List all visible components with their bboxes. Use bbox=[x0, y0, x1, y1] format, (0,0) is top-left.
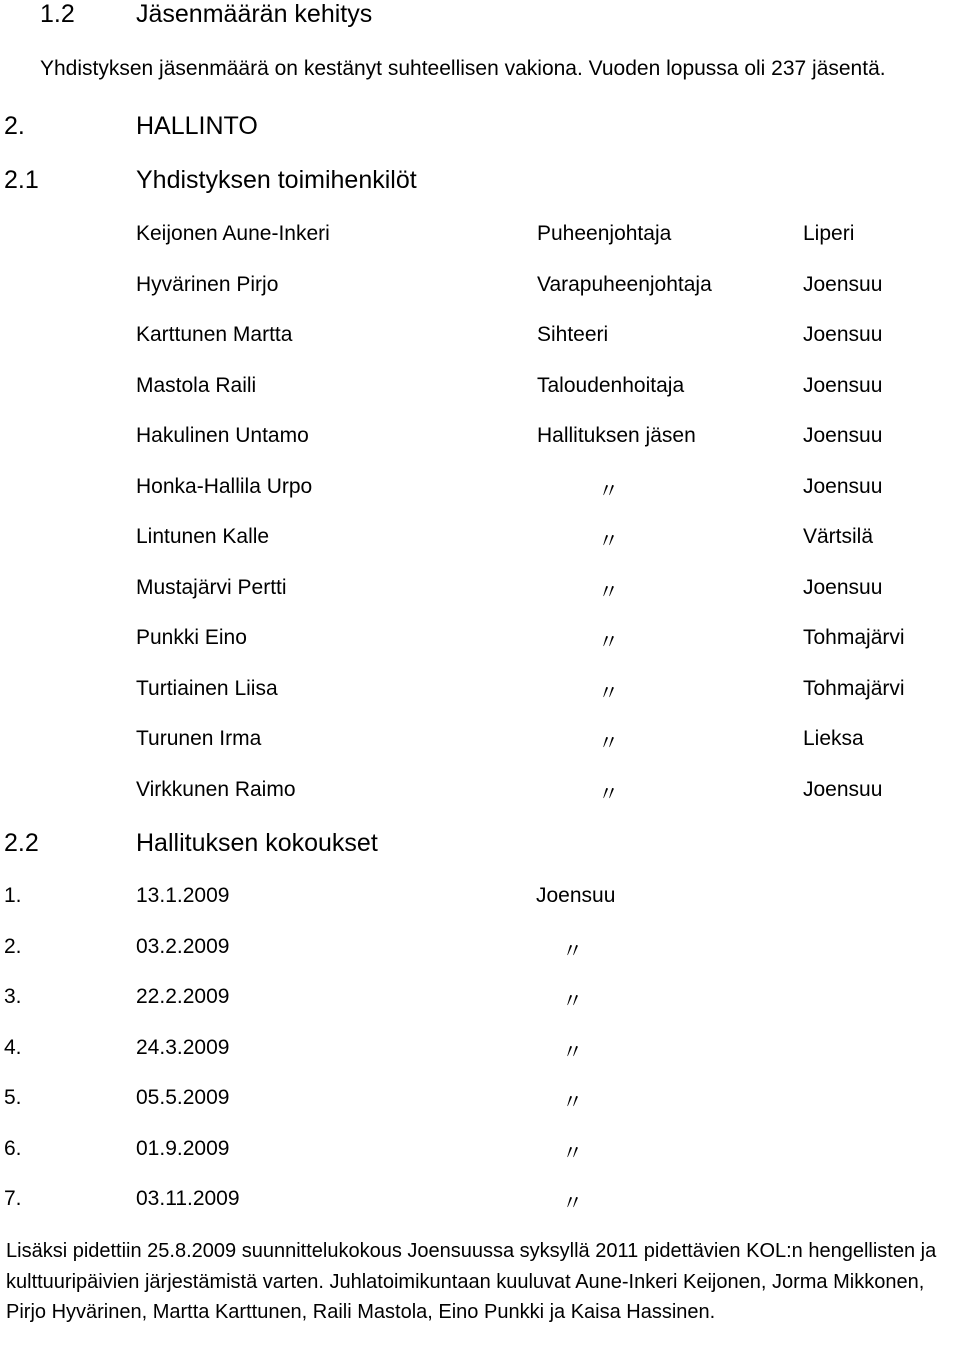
meeting-index: 4. bbox=[4, 1035, 22, 1059]
officer-place: Joensuu bbox=[803, 777, 883, 801]
officer-name: Karttunen Martta bbox=[136, 323, 293, 346]
meeting-index: 1. bbox=[4, 884, 22, 907]
meeting-index: 6. bbox=[4, 1136, 22, 1160]
officer-role: 〃 bbox=[598, 580, 619, 604]
officer-role: Puheenjohtaja bbox=[537, 222, 672, 245]
meeting-place: 〃 bbox=[562, 990, 583, 1013]
meeting-note: Lisäksi pidettiin 25.8.2009 suunnittelukokous Joensuussa syksyllä 2011 pidettävien KOL:n hengellisten ja kulttuuripäivien järjestämistä varten. Juhlatoimikuntaan kuuluvat Aune-Inkeri Keijonen, Jorma Mikkonen, Pirjo Hyvärinen, Martta Karttunen, Raili Mastola, Eino Punkki ja Kaisa Hassinen. bbox=[6, 1240, 937, 1323]
officer-role: Taloudenhoitaja bbox=[537, 373, 685, 397]
meeting-date: 03.2.2009 bbox=[136, 934, 230, 958]
officer-role: Sihteeri bbox=[537, 323, 609, 346]
officer-name: Hakulinen Untamo bbox=[136, 424, 309, 447]
meeting-index: 7. bbox=[4, 1187, 22, 1210]
officer-place: Liperi bbox=[803, 222, 855, 245]
meeting-place: 〃 bbox=[562, 1192, 583, 1215]
meeting-place: 〃 bbox=[562, 1040, 583, 1064]
officer-name: Honka-Hallila Urpo bbox=[136, 474, 313, 498]
officer-name: Virkkunen Raimo bbox=[136, 777, 296, 801]
officer-role: 〃 bbox=[598, 530, 619, 553]
meeting-date: 22.2.2009 bbox=[136, 985, 230, 1008]
membership-text: Yhdistyksen jäsenmäärä on kestänyt suhteellisen vakiona. Vuoden lopussa oli 237 jäsentä. bbox=[40, 57, 886, 80]
officer-role: 〃 bbox=[598, 681, 619, 705]
meeting-place: Joensuu bbox=[536, 884, 616, 907]
officer-name: Hyvärinen Pirjo bbox=[136, 272, 279, 296]
officer-name: Mustajärvi Pertti bbox=[136, 575, 287, 599]
officer-name: Turtiainen Liisa bbox=[136, 676, 278, 700]
section-number: 2. bbox=[4, 112, 25, 140]
section-title: HALLINTO bbox=[136, 112, 258, 140]
meeting-index: 2. bbox=[4, 934, 22, 958]
meeting-date: 13.1.2009 bbox=[136, 884, 230, 907]
meeting-place: 〃 bbox=[562, 939, 583, 963]
officer-place: Joensuu bbox=[803, 373, 883, 397]
section-number: 2.1 bbox=[4, 166, 39, 194]
section-title: Yhdistyksen toimihenkilöt bbox=[136, 166, 417, 194]
officer-role: Varapuheenjohtaja bbox=[537, 272, 712, 296]
officer-role: 〃 bbox=[598, 732, 619, 755]
officer-place: Tohmajärvi bbox=[803, 626, 905, 649]
section-title: Jäsenmäärän kehitys bbox=[136, 0, 373, 28]
officer-place: Tohmajärvi bbox=[803, 676, 905, 700]
officer-place: Joensuu bbox=[803, 323, 883, 346]
meeting-date: 03.11.2009 bbox=[136, 1187, 240, 1210]
officer-place: Joensuu bbox=[803, 424, 883, 447]
meeting-date: 24.3.2009 bbox=[136, 1035, 230, 1059]
officer-place: Joensuu bbox=[803, 575, 883, 599]
officer-role: 〃 bbox=[598, 631, 619, 654]
meeting-index: 5. bbox=[4, 1086, 22, 1109]
officer-role: 〃 bbox=[598, 479, 619, 503]
meeting-date: 01.9.2009 bbox=[136, 1136, 230, 1160]
officer-name: Keijonen Aune-Inkeri bbox=[136, 222, 330, 245]
section-number: 1.2 bbox=[40, 0, 75, 28]
officer-name: Turunen Irma bbox=[136, 727, 262, 750]
officer-role: Hallituksen jäsen bbox=[537, 424, 696, 447]
officer-place: Joensuu bbox=[803, 474, 883, 498]
meeting-date: 05.5.2009 bbox=[136, 1086, 230, 1109]
officer-role: 〃 bbox=[598, 782, 619, 806]
officer-place: Värtsilä bbox=[803, 525, 874, 548]
officer-name: Punkki Eino bbox=[136, 626, 247, 649]
officer-place: Joensuu bbox=[803, 272, 883, 296]
officer-place: Lieksa bbox=[803, 727, 864, 750]
section-number: 2.2 bbox=[4, 829, 39, 857]
meeting-index: 3. bbox=[4, 985, 22, 1008]
section-title: Hallituksen kokoukset bbox=[136, 829, 378, 857]
meeting-place: 〃 bbox=[562, 1091, 583, 1114]
officer-name: Mastola Raili bbox=[136, 373, 257, 397]
officer-name: Lintunen Kalle bbox=[136, 525, 270, 548]
meeting-place: 〃 bbox=[562, 1141, 583, 1165]
